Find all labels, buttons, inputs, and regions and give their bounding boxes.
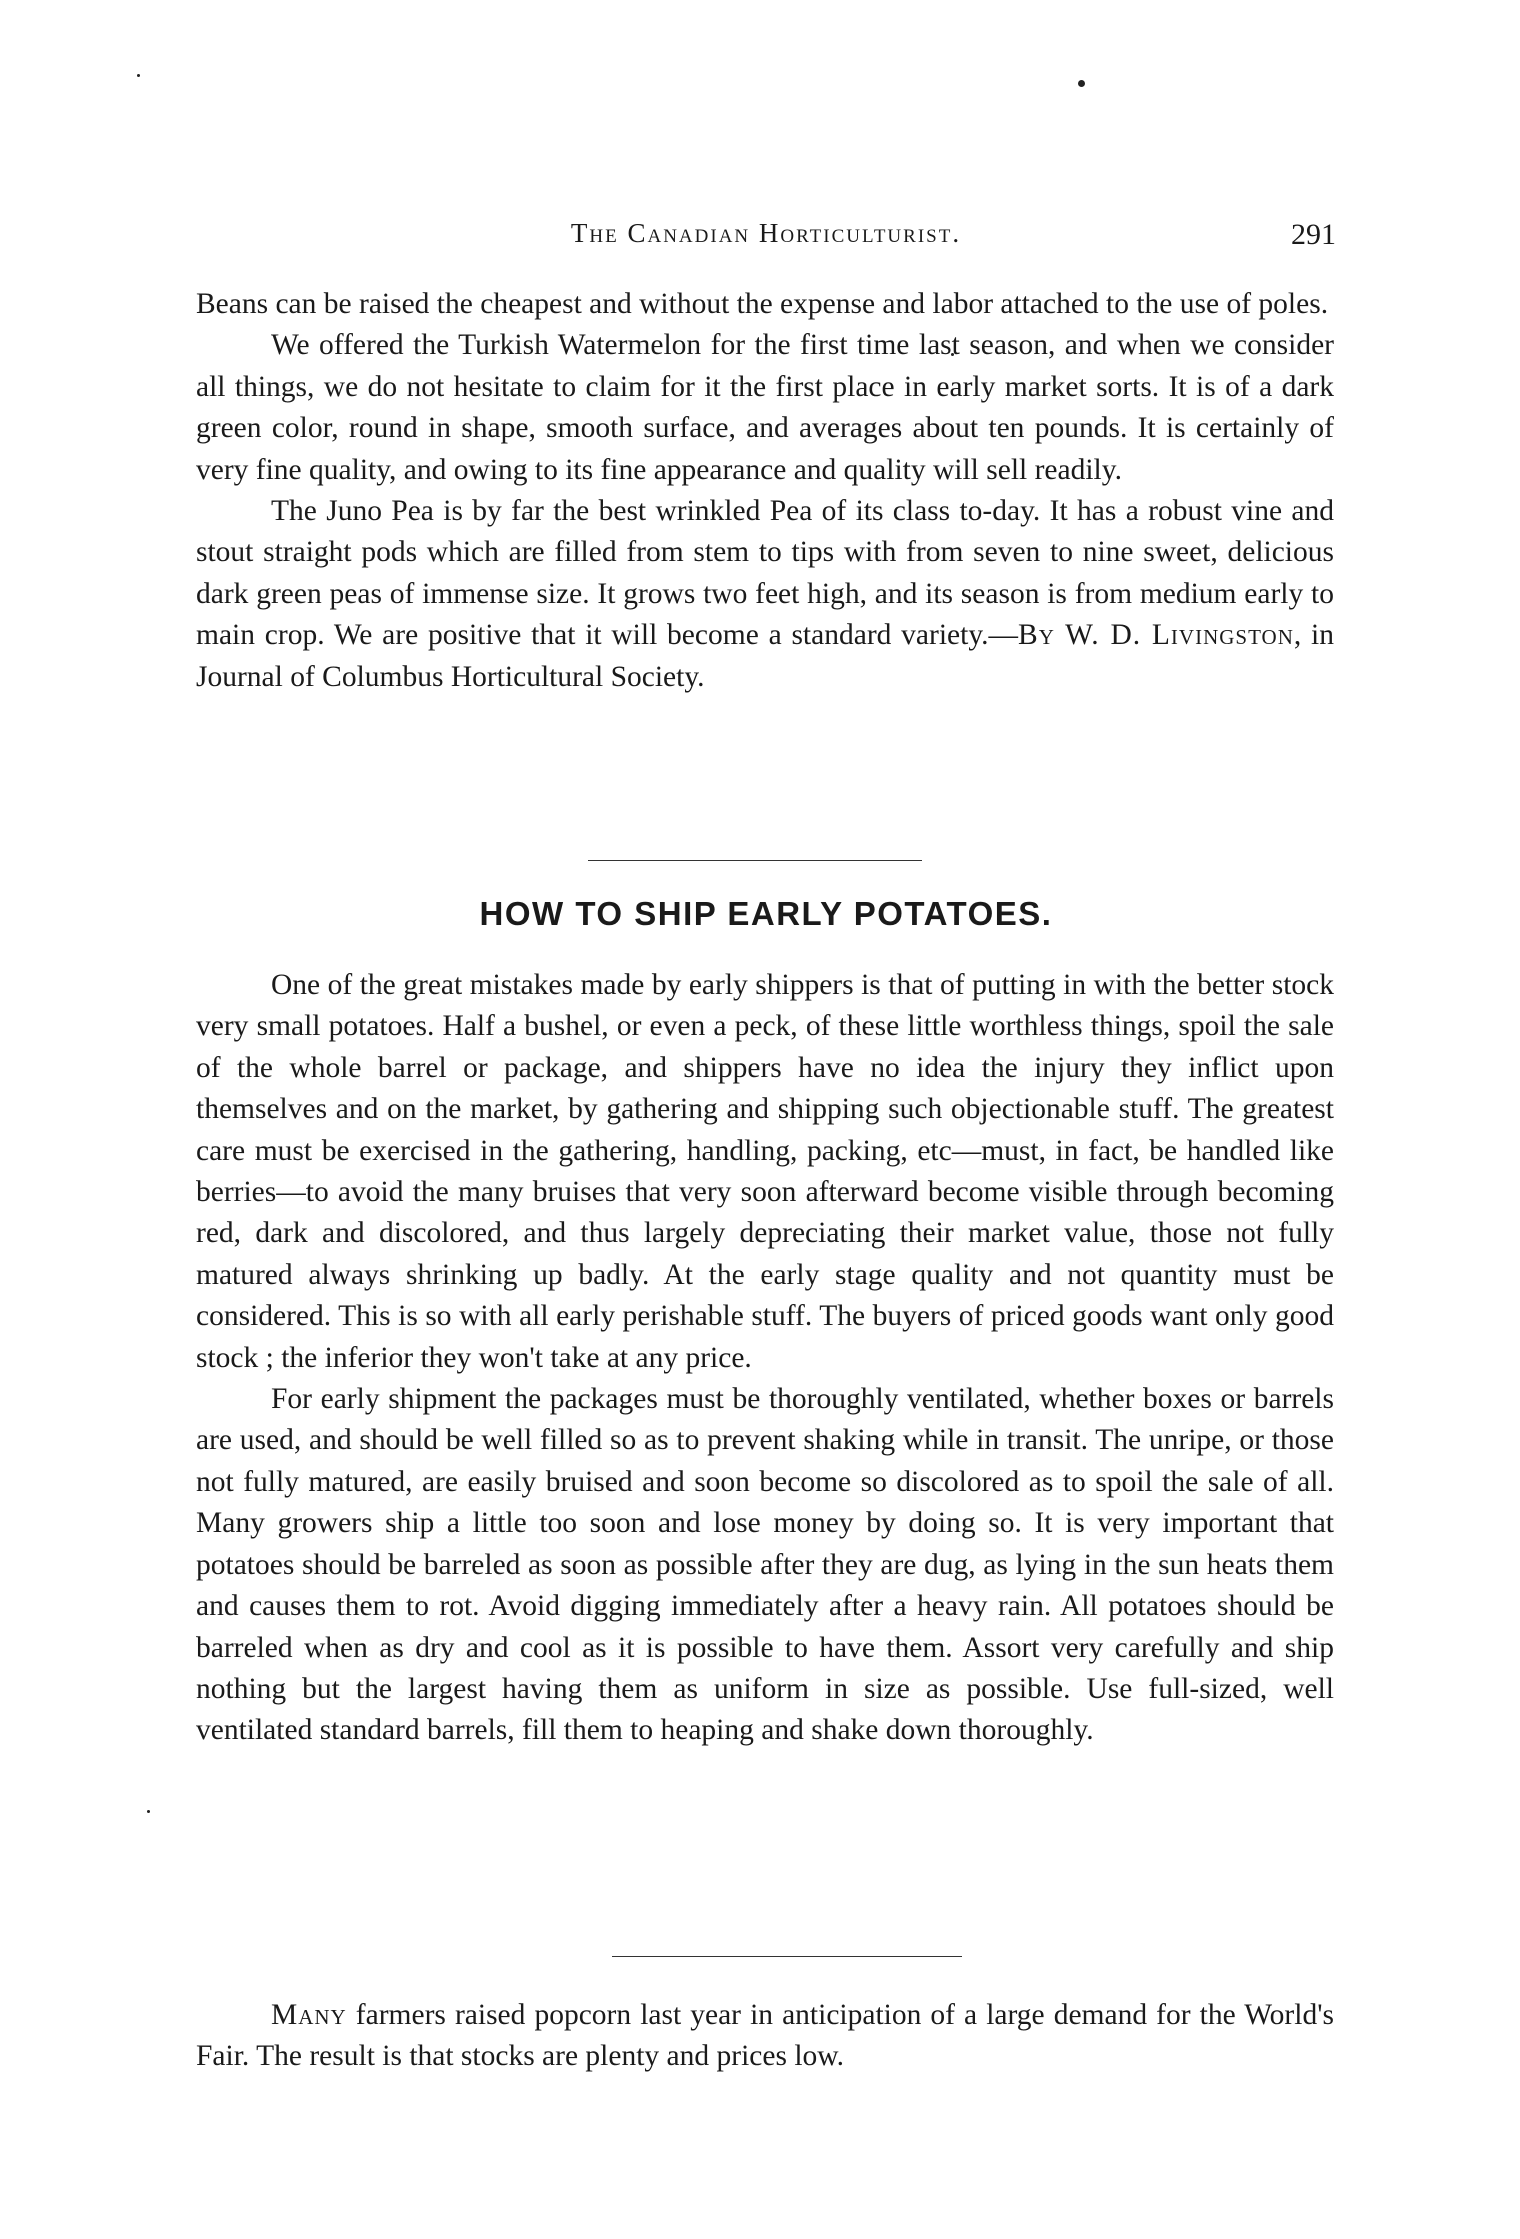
lead-word: Many — [271, 1999, 347, 2031]
scan-speck — [137, 74, 140, 77]
popcorn-note — [196, 1995, 1334, 2078]
article-potatoes — [196, 965, 1334, 1752]
running-header — [196, 218, 1336, 258]
article-continuation — [196, 284, 1334, 698]
scan-speck — [1078, 80, 1085, 87]
popcorn-text: farmers raised popcorn last year in anticipation of a large demand for the World's Fair. The result is that stocks are plenty and prices low. — [196, 1999, 1334, 2073]
section-divider — [588, 860, 922, 861]
juno-pea-text: The Juno Pea is by far the best wrinkled Pea of its class to-day. It has a robust vine and stout straight pods which are filled from stem to tips with from seven to nine sweet, delicious dark green peas of immense size. It grows two feet high, and its season is from medium early to main crop. We are positive that it will become a standard variety.— — [196, 495, 1334, 652]
paragraph-shipment: For early shipment the packages must be thoroughly ventilated, whether boxes or barrels are used, and should be well filled so as to prevent shaking while in transit. The unripe, or those not fully matured, are easily bruised and soon become so discolored as to spoil the sale of all. Many growers ship a little too soon and lose money by doing so. It is very important that potatoes should be barreled as soon as possible after they are dug, as lying in the sun heats them and causes them to rot. Avoid digging immediately after a heavy rain. All potatoes should be barreled when as dry and cool as it is possible to have them. Assort very carefully and ship nothing but the largest having them as uniform in size as possible. Use full-sized, well ventilated standard barrels, fill them to heaping and shake down thoroughly. — [196, 1383, 1334, 1747]
author-byline: By W. D. Livingston — [1018, 619, 1294, 652]
page-number: 291 — [1291, 218, 1336, 251]
source-credit: , in Journal of Columbus Horticultural Society. — [196, 619, 1334, 693]
paragraph-juno-pea — [196, 491, 1334, 698]
section-divider — [612, 1956, 962, 1957]
paragraph-beans: Beans can be raised the cheapest and without the expense and labor attached to the use of poles. — [196, 288, 1329, 320]
paragraph-popcorn — [196, 1995, 1334, 2078]
paragraph-watermelon: We offered the Turkish Watermelon for the first time last season, and when we consider all things, we do not hesitate to claim for it the first place in early market sorts. It is of a dark green color, round in shape, smooth surface, and averages about ten pounds. It is certainly of very fine quality, and owing to its fine appearance and quality will sell readily. — [196, 329, 1334, 486]
scan-speck — [147, 1810, 150, 1813]
article-title: HOW TO SHIP EARLY POTATOES. — [479, 895, 1053, 932]
running-title: The Canadian Horticulturist. — [570, 218, 962, 248]
paragraph-mistakes: One of the great mistakes made by early shippers is that of putting in with the better stock very small potatoes. Half a bushel, or even a peck, of these little worthless things, spoil the sale of the whole barrel or package, and shippers have no idea the injury they inflict upon themselves and on the market, by gathering and shipping such objectionable stuff. The greatest care must be exercised in the gathering, handling, packing, etc—must, in fact, be handled like berries—to avoid the many bruises that very soon afterward become visible through becoming red, dark and discolored, and thus largely depreciating their market value, those not fully matured always shrinking up badly. At the early stage quality and not quantity must be considered. This is so with all early perishable stuff. The buyers of priced goods want only good stock ; the inferior they won't take at any price. — [196, 969, 1334, 1374]
